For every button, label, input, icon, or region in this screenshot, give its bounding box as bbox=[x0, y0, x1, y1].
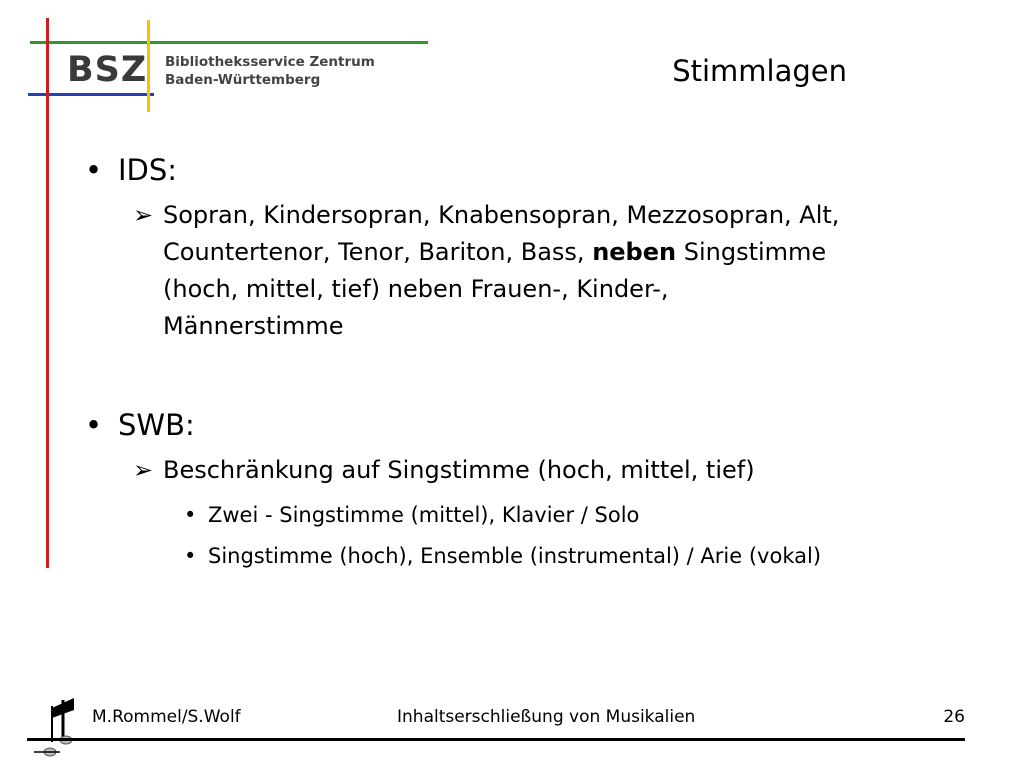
bullet: • bbox=[184, 544, 197, 568]
bullet: • bbox=[85, 408, 103, 442]
bullet: • bbox=[85, 153, 103, 187]
ids-line-4: Männerstimme bbox=[163, 312, 344, 340]
arrow-bullet-icon: ➢ bbox=[133, 456, 154, 484]
bullet: • bbox=[184, 503, 197, 527]
logo-line-1: Bibliotheksservice Zentrum bbox=[165, 54, 375, 70]
section-heading-ids: IDS: bbox=[118, 153, 178, 187]
arrow-bullet-icon: ➢ bbox=[133, 201, 154, 229]
slide-title: Stimmlagen bbox=[672, 54, 847, 88]
footer-course: Inhaltserschließung von Musikalien bbox=[397, 707, 696, 727]
logo-subtitle bbox=[165, 53, 375, 89]
ids-line-2: Countertenor, Tenor, Bariton, Bass, neben Singstimme bbox=[163, 238, 827, 266]
ids-voice-list bbox=[163, 197, 993, 345]
logo-line-red bbox=[46, 18, 49, 568]
footer-page-number: 26 bbox=[943, 707, 965, 727]
footer-authors: M.Rommel/S.Wolf bbox=[92, 707, 241, 727]
logo-line-2: Baden-Württemberg bbox=[165, 72, 321, 88]
logo-abbr: BSZ bbox=[67, 50, 148, 90]
logo-line-green bbox=[30, 41, 428, 44]
swb-item-1: Zwei - Singstimme (mittel), Klavier / Solo bbox=[208, 503, 640, 527]
ids-line-3: (hoch, mittel, tief) neben Frauen-, Kinder-, bbox=[163, 275, 669, 303]
logo-line-yellow bbox=[147, 20, 150, 112]
swb-restriction: Beschränkung auf Singstimme (hoch, mittel, tief) bbox=[163, 456, 755, 484]
music-note-icon bbox=[30, 694, 80, 764]
footer-rule bbox=[27, 738, 965, 741]
swb-item-2: Singstimme (hoch), Ensemble (instrumental) / Arie (vokal) bbox=[208, 544, 822, 568]
emphasis-neben: neben bbox=[592, 238, 677, 266]
section-heading-swb: SWB: bbox=[118, 408, 195, 442]
ids-line-1: Sopran, Kindersopran, Knabensopran, Mezzosopran, Alt, bbox=[163, 201, 840, 229]
